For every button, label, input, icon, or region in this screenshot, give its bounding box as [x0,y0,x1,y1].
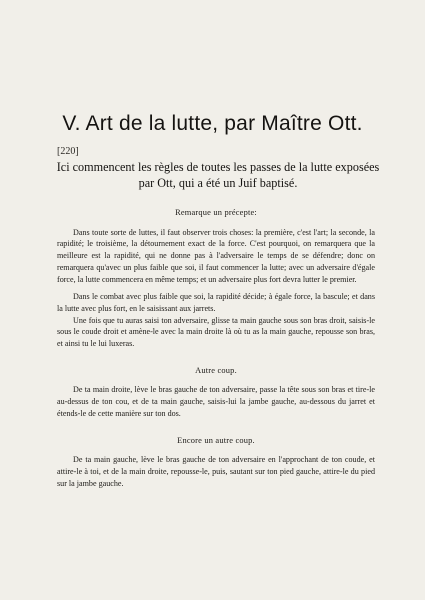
paragraph: De ta main droite, lève le bras gauche de ton adversaire, passe la tête sous son bras et tire-le au-dessus de ton cou, et de ta main gauche, saisis-lui la jambe gauche, au-dessous du jarret et étends-le de cette manière sur ton dos. [57,385,375,418]
paragraph: De ta main gauche, lève le bras gauche de ton adversaire en l'approchant de ton coude, et attire-le à toi, et de la main droite, repousse-le, puis, sautant sur ton pied gauche, attire-le du pied sur la jambe gauche. [57,455,375,488]
document-body [57,207,375,489]
section-heading-encore-un-autre-coup: Encore un autre coup. [177,435,255,445]
paragraph: Dans toute sorte de luttes, il faut observer trois choses: la première, c'est l'art; la seconde, la rapidité; le troisième, la détournement exact de la force. C'est pourquoi, on remarquera que la meilleure est la rapidité, qui ne donne pas à l'adversaire le temps de se défendre; donc on remarquera qu'avec un plus faible que soi, il faut commencer la lutte; avec un adversaire d'égale force, la lutte commencera en même temps; et un adversaire plus fort devra lutter le premier. [57,227,375,284]
paragraph: Une fois que tu auras saisi ton adversaire, glisse ta main gauche sous son bras droit, saisis-le sous le coude droit et amène-le avec la main droite là où tu as la main gauche, repousse son bras, et ainsi tu le lui luxeras. [57,315,375,349]
paragraph: Dans le combat avec plus faible que soi, la rapidité décide; à égale force, la bascule; et dans la lutte avec plus fort, en le saisissant aux jarrets. [57,292,375,313]
chapter-title: V. Art de la lutte, par Maître Ott. [62,112,363,135]
page-reference: [220] [57,146,79,157]
section-heading-precept: Remarque un précepte: [175,208,257,217]
chapter-subtitle: Ici commencent les règles de toutes les passes de la lutte exposées par Ott, qui a été un Juif baptisé. [56,160,380,190]
section-heading-autre-coup: Autre coup. [195,365,237,375]
